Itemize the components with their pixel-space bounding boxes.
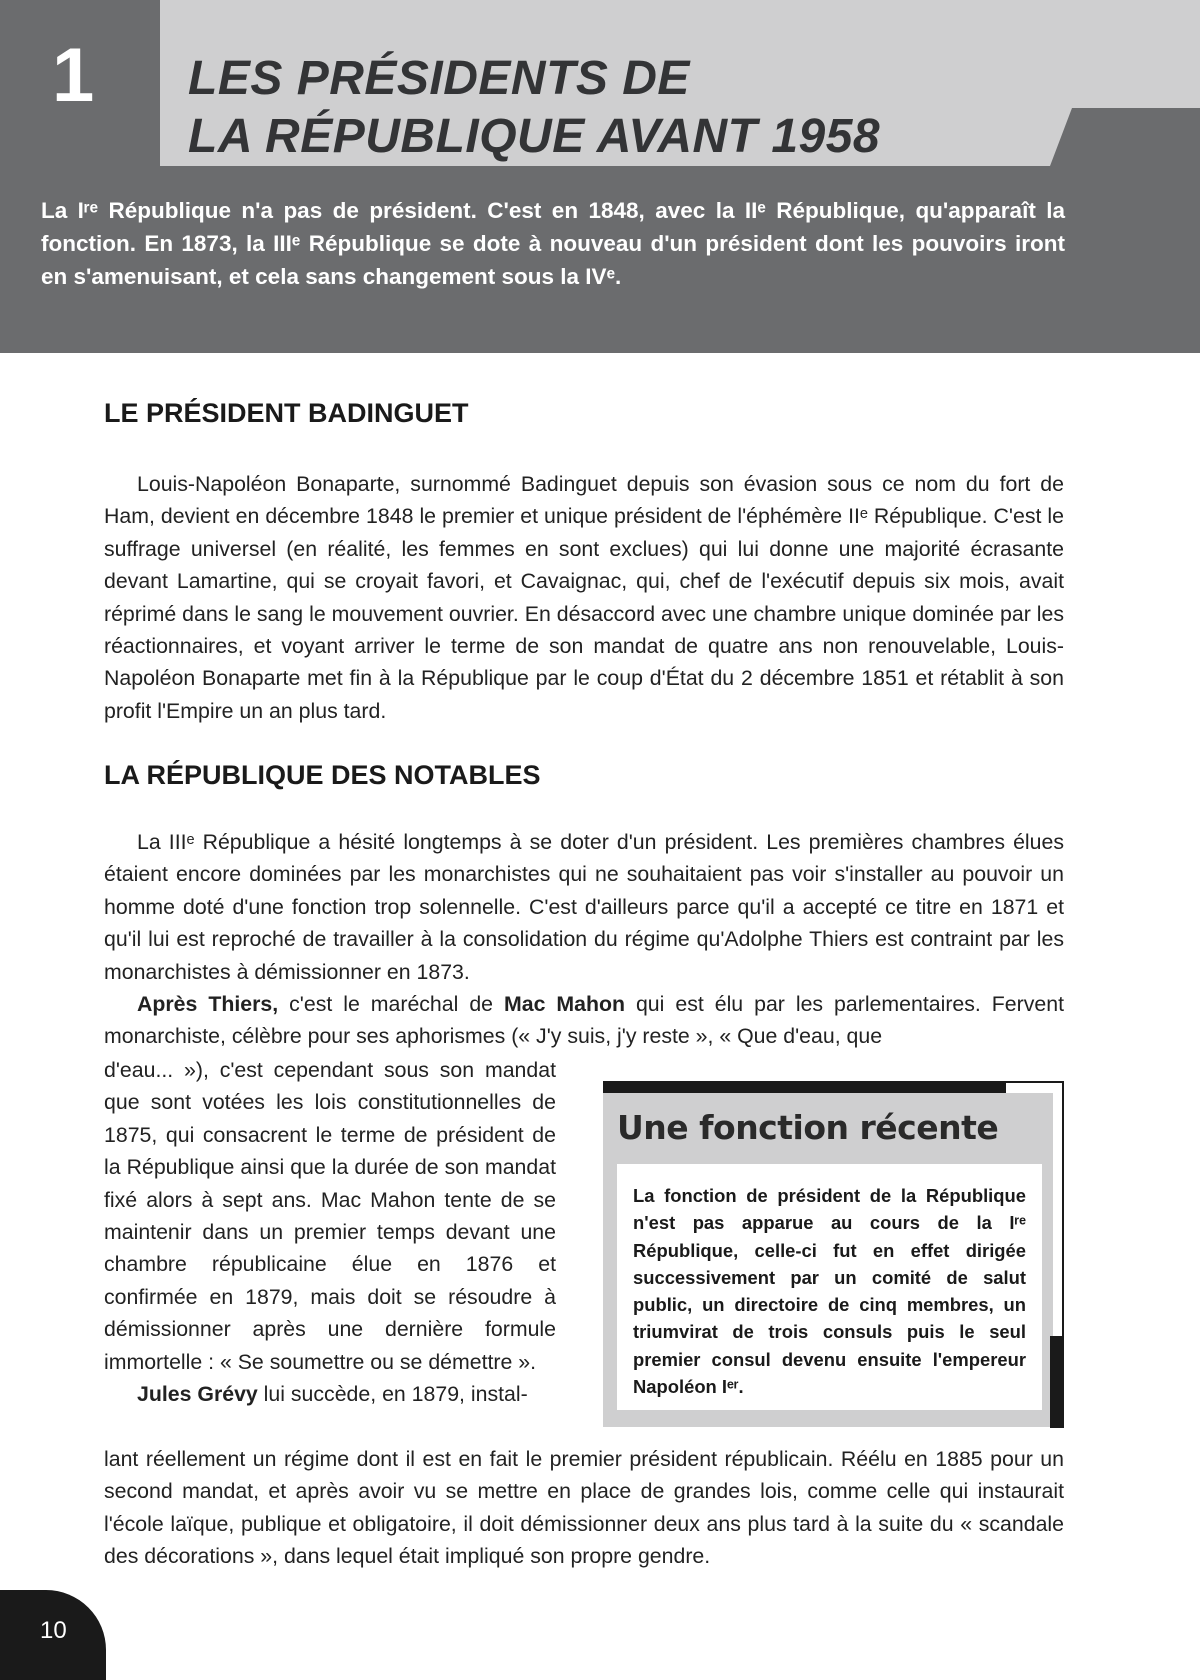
- paragraph: [104, 988, 1064, 1053]
- section-title-badinguet: LE PRÉSIDENT BADINGUET: [104, 398, 469, 428]
- paragraph: Louis-Napoléon Bonaparte, surnommé Badinguet depuis son évasion sous ce nom du fort de Ham, devient en décembre 1848 le premier et unique président de l'éphémère IIᵉ République. C'est le suffrage universel (en réalité, les femmes en sont exclues) qui lui donne une majorité écrasante devant Lamartine, qui se croyait favori, et Cavaignac, qui, chef de l'exécutif depuis six mois, avait réprimé dans le sang le mouvement ouvrier. En désaccord avec une chambre unique dominée par les réactionnaires, et voyant arriver le terme de son mandat de quatre ans non renouvelable, Louis-Napoléon Bonaparte met fin à la République par le coup d'État du 2 décembre 1851 et rétablit à son profit l'Empire un an plus tard.: [104, 472, 1064, 723]
- name-thiers: Après Thiers,: [137, 992, 279, 1017]
- section-body-grevy: [104, 1443, 1064, 1573]
- chapter-title-line-2: LA RÉPUBLIQUE AVANT 1958: [188, 110, 881, 163]
- page-number: 10: [40, 1617, 67, 1644]
- chapter-intro: La Iʳᵉ République n'a pas de président. C'est en 1848, avec la IIᵉ République, qu'apparaît la fonction. En 1873, la IIIᵉ République se dote à nouveau d'un président dont les pouvoirs iront en s'amenuisant, et cela sans changement sous la IVᵉ.: [41, 198, 1065, 289]
- paragraph: [104, 1378, 556, 1410]
- paragraph: d'eau... »), c'est cependant sous son mandat que sont votées les lois constitutionnelles de 1875, qui consacrent le terme de président de la République ainsi que la durée de son mandat fixé alors à sept ans. Mac Mahon tente de se maintenir dans un premier temps devant une chambre républicaine élue en 1876 et confirmée en 1879, mais doit se résoudre à démissionner après une dernière formule immortelle : « Se soumettre ou se démettre ».: [104, 1058, 556, 1374]
- section-body-notables: [104, 826, 1064, 1053]
- text-run: qui est élu par les parlementaires. Fervent monarchiste, célèbre pour ses aphorismes (« J'y suis, j'y reste », « Que d'eau, que: [104, 992, 1064, 1049]
- paragraph: lant réellement un régime dont il est en fait le premier président républicain. Réélu en 1885 pour un second mandat, et après avoir vu se mettre en place de grandes lois, comme celle qui instaurait l'école laïque, publique et obligatoire, il doit démissionner deux ans plus tard à la suite du « scandale des décorations », dans lequel était impliqué son propre gendre.: [104, 1447, 1064, 1569]
- text-run: lui succède, en 1879, instal-: [257, 1382, 528, 1407]
- sidebar-title: Une fonction récente: [617, 1108, 999, 1147]
- sidebar-body: La fonction de président de la République n'est pas apparue au cours de la Iʳᵉ République, celle-ci fut en effet dirigée successivement par un comité de salut public, un directoire de cinq membres, un triumvirat de trois consuls puis le seul premier consul devenu ensuite l'empereur Napoléon Iᵉʳ.: [617, 1164, 1042, 1410]
- paragraph: La IIIᵉ République a hésité longtemps à se doter d'un président. Les premières chambres élues étaient encore dominées par les monarchistes qui ne souhaitaient pas voir s'installer au pouvoir un homme doté d'une fonction trop solennelle. C'est d'ailleurs parce qu'il a accepté ce titre en 1871 et qu'il lui est reproché de travailler à la consolidation du régime qu'Adolphe Thiers est contraint par les monarchistes à démissionner en 1873.: [104, 830, 1064, 984]
- name-mac-mahon: Mac Mahon: [503, 992, 625, 1017]
- narrow-column: [104, 1054, 556, 1410]
- section-body-badinguet: [104, 468, 1064, 727]
- chapter-title-line-1: LES PRÉSIDENTS DE: [188, 52, 690, 105]
- sidebar-top-bar: [603, 1081, 1006, 1093]
- chapter-number: 1: [52, 33, 95, 118]
- section-title-notables: LA RÉPUBLIQUE DES NOTABLES: [104, 760, 541, 790]
- text-run: c'est le maréchal de: [278, 992, 504, 1017]
- name-grevy: Jules Grévy: [137, 1382, 258, 1407]
- chapter-title: [188, 50, 988, 166]
- sidebar-right-bar: [1050, 1336, 1064, 1428]
